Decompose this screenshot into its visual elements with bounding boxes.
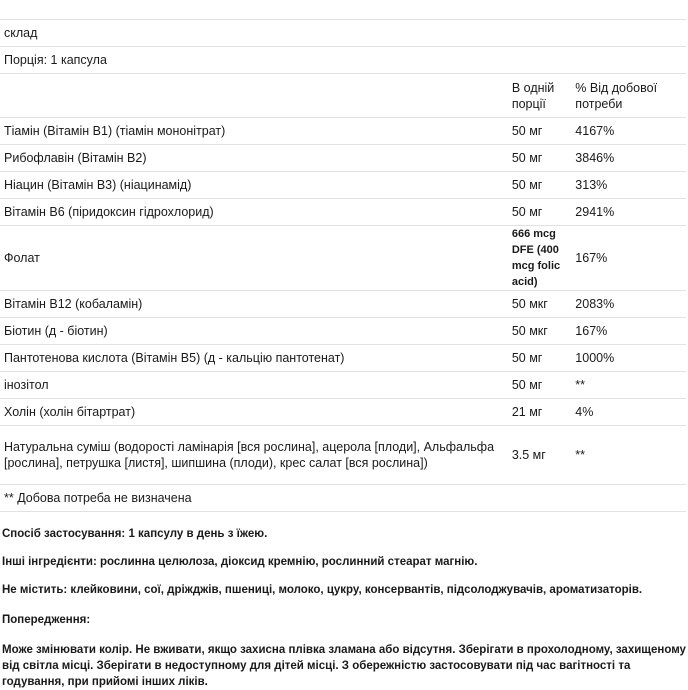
table-row [0, 318, 686, 345]
table-row [0, 172, 686, 199]
nutrient-amount: 3.5 мг [508, 426, 571, 485]
table-title: склад [0, 20, 686, 47]
nutrient-name: Натуральна суміш (водорості ламінарія [вся рослина], ацерола [плоди], Альфальфа [рослина], петрушка [листя], шипшина (плоди), крес салат [вся рослина]) [0, 426, 508, 485]
header-per-serving: В одній порції [508, 74, 571, 118]
warnings-title: Попередження: [2, 614, 91, 626]
nutrient-name: Пантотенова кислота (Вітамін B5) (д - кальцію пантотенат) [0, 345, 508, 372]
supplement-facts-table [0, 19, 686, 512]
nutrient-name: Тіамін (Вітамін B1) (тіамін мононітрат) [0, 118, 508, 145]
nutrient-name: інозітол [0, 372, 508, 399]
product-notes [0, 526, 688, 690]
table-footnote: ** Добова потреба не визначена [0, 485, 686, 512]
nutrient-name: Холін (холін бітартрат) [0, 399, 508, 426]
nutrient-dv: 167% [571, 318, 686, 345]
nutrient-dv: 1000% [571, 345, 686, 372]
usage-text: Спосіб застосування: 1 капсулу в день з їжею. [2, 528, 268, 540]
table-row [0, 145, 686, 172]
nutrient-dv: 3846% [571, 145, 686, 172]
table-row [0, 345, 686, 372]
header-daily-value: % Від добової потреби [571, 74, 686, 118]
nutrient-dv: 2083% [571, 291, 686, 318]
nutrient-name: Вітамін B12 (кобаламін) [0, 291, 508, 318]
nutrient-amount: 50 мг [508, 199, 571, 226]
nutrient-dv: ** [571, 372, 686, 399]
nutrient-name: Фолат [0, 226, 508, 291]
nutrient-name: Рибофлавін (Вітамін B2) [0, 145, 508, 172]
nutrient-amount: 50 мг [508, 345, 571, 372]
nutrient-dv: 313% [571, 172, 686, 199]
table-row [0, 291, 686, 318]
serving-row [0, 47, 686, 74]
header-row [0, 74, 686, 118]
nutrient-name: Біотин (д - біотин) [0, 318, 508, 345]
nutrient-amount: 21 мг [508, 399, 571, 426]
nutrient-name: Ніацин (Вітамін B3) (ніацинамід) [0, 172, 508, 199]
nutrient-dv: 167% [571, 226, 686, 291]
warnings-text: Може змінювати колір. Не вживати, якщо захисна плівка зламана або відсутня. Зберігати в прохолодному, захищеному від світла місці. Зберігати в недоступному для дітей місці. З обережністю застосовувати під час вагітності та годування, при прийомі інших ліків. [2, 644, 686, 688]
other-ingredients-text: Інші інгредієнти: рослинна целюлоза, діоксид кремнію, рослинний стеарат магнію. [2, 556, 478, 568]
table-row [0, 226, 686, 291]
nutrient-amount: 666 mcg DFE (400 mcg folic acid) [508, 226, 571, 291]
table-row [0, 372, 686, 399]
nutrient-amount: 50 мг [508, 172, 571, 199]
nutrient-dv: ** [571, 426, 686, 485]
table-row [0, 199, 686, 226]
nutrient-amount: 50 мг [508, 118, 571, 145]
nutrient-amount: 50 мг [508, 145, 571, 172]
nutrient-dv: 4% [571, 399, 686, 426]
table-title-row [0, 20, 686, 47]
footnote-row [0, 485, 686, 512]
header-name [0, 74, 508, 118]
serving-size: Порція: 1 капсула [0, 47, 686, 74]
nutrient-amount: 50 мкг [508, 318, 571, 345]
nutrient-dv: 2941% [571, 199, 686, 226]
table-row [0, 399, 686, 426]
table-row [0, 118, 686, 145]
nutrient-amount: 50 мг [508, 372, 571, 399]
nutrient-amount: 50 мкг [508, 291, 571, 318]
table-row [0, 426, 686, 485]
nutrient-name: Вітамін B6 (піридоксин гідрохлорид) [0, 199, 508, 226]
nutrient-dv: 4167% [571, 118, 686, 145]
free-from-text: Не містить: клейковини, сої, дріжджів, пшениці, молоко, цукру, консервантів, підсолоджувачів, ароматизаторів. [2, 584, 643, 596]
